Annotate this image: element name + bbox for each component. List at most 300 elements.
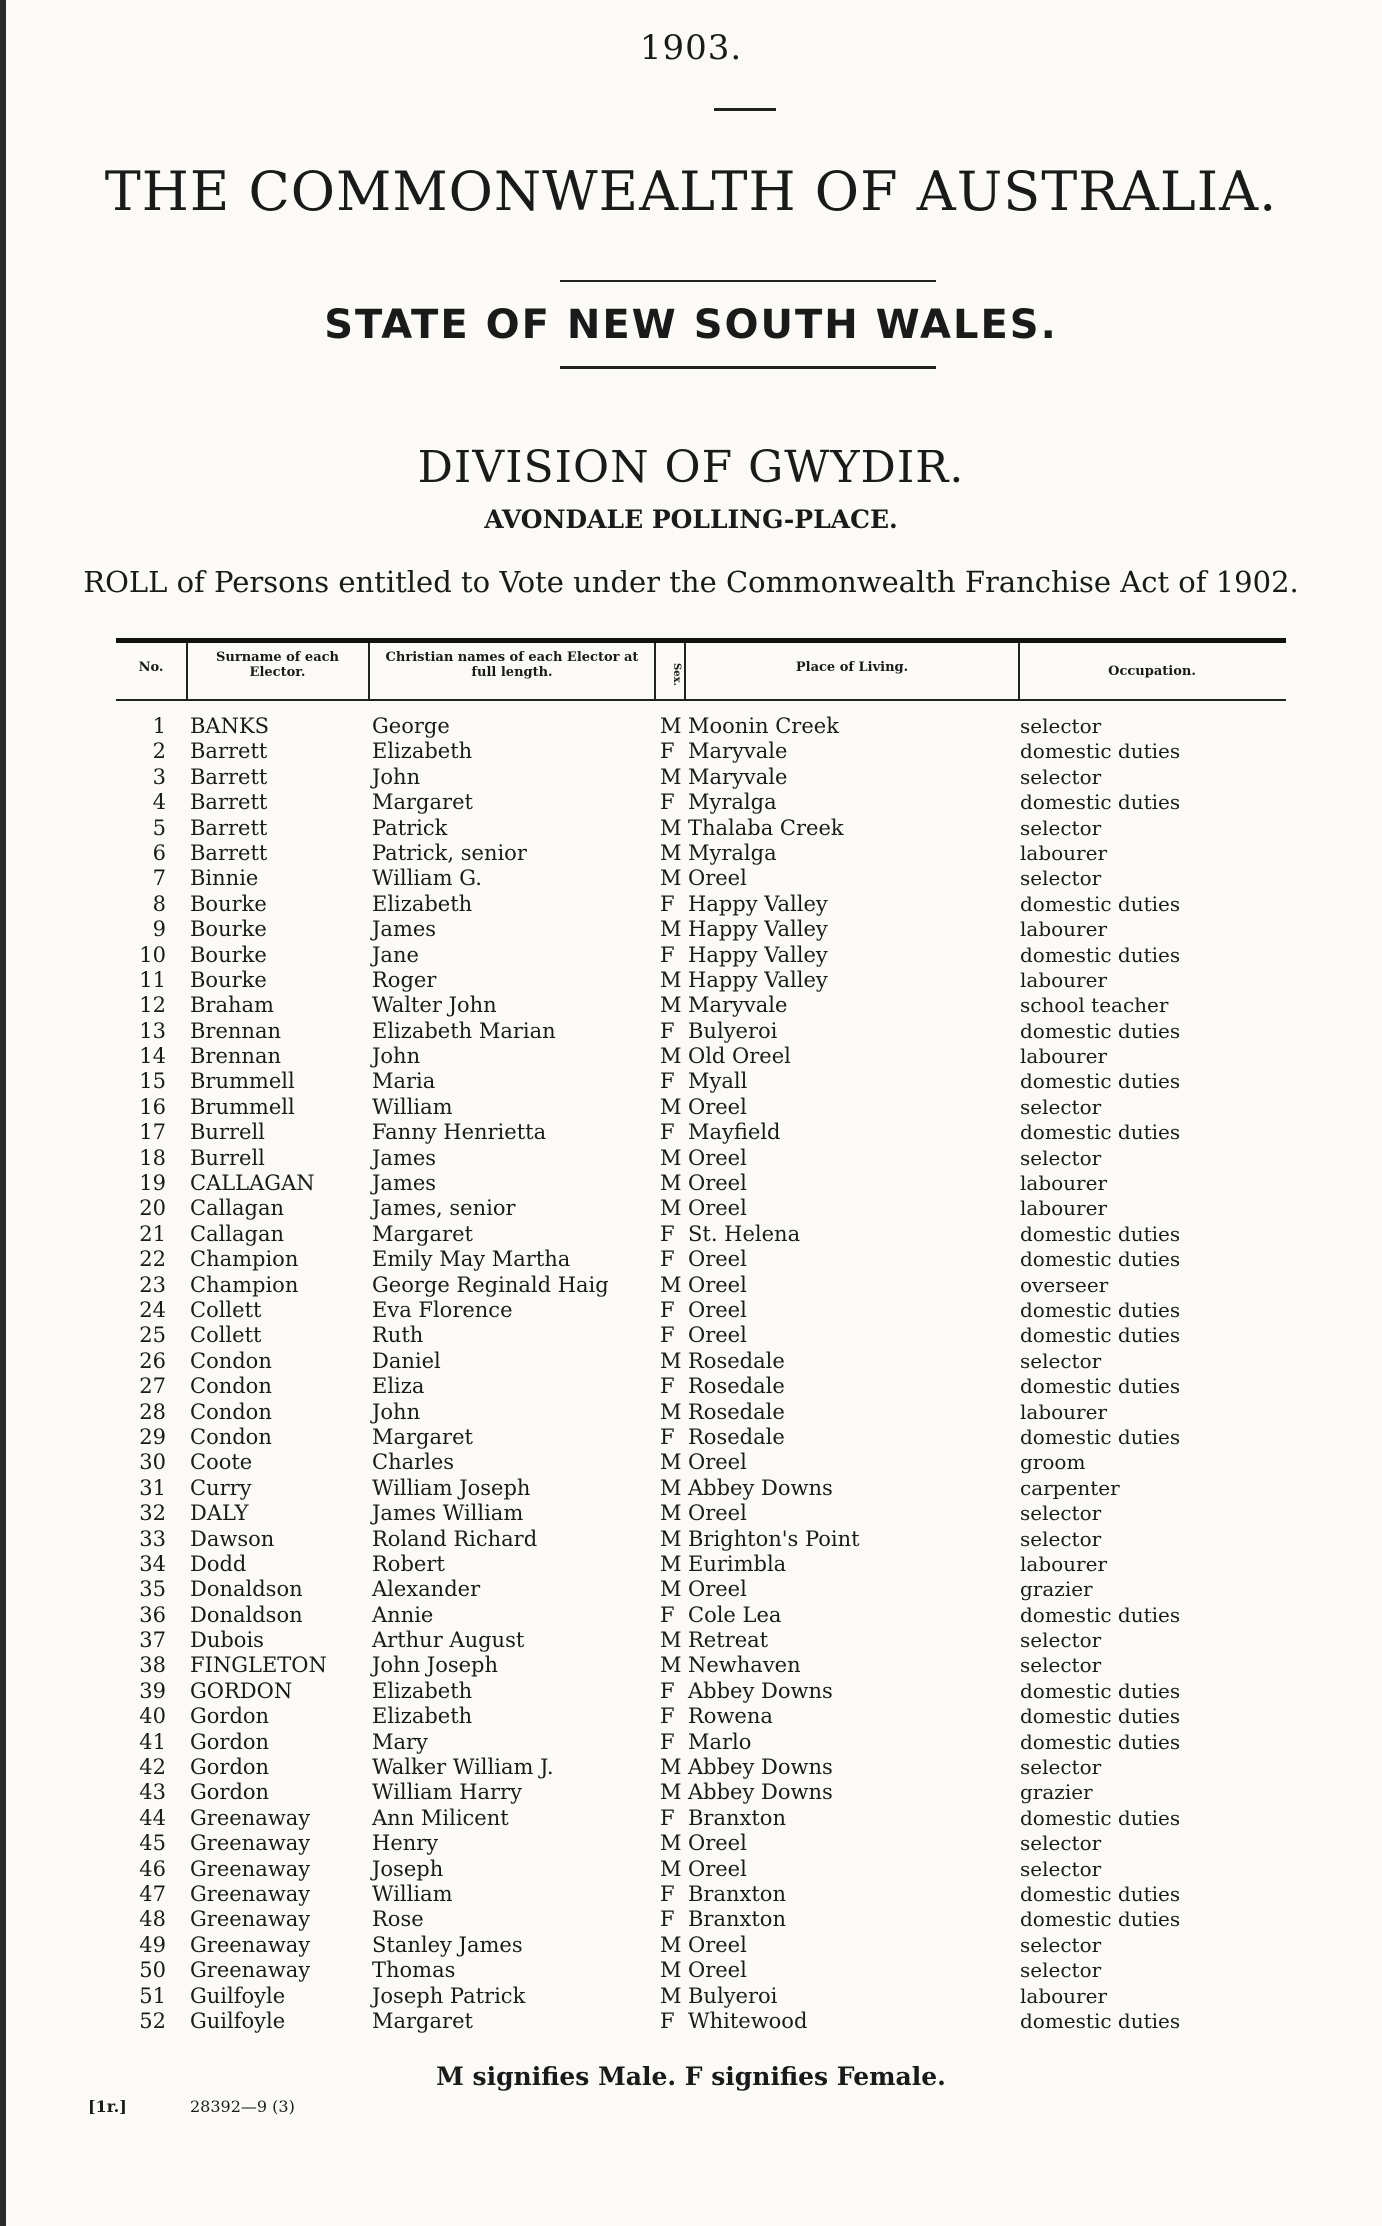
- row-occupation: labourer: [1020, 1983, 1108, 2008]
- row-number: 8: [152, 891, 166, 916]
- row-place-of-living: Maryvale: [688, 739, 788, 764]
- row-sex: M: [660, 1171, 682, 1196]
- row-place-of-living: Whitewood: [688, 2008, 808, 2033]
- row-number: 23: [139, 1272, 166, 1297]
- row-number: 9: [152, 917, 166, 942]
- row-number: 25: [139, 1323, 166, 1348]
- row-place-of-living: Marlo: [688, 1729, 752, 1754]
- row-surname: Coote: [190, 1450, 253, 1475]
- row-number: 16: [139, 1094, 166, 1119]
- row-number: 52: [139, 2008, 166, 2033]
- row-place-of-living: Happy Valley: [688, 891, 828, 916]
- row-place-of-living: Abbey Downs: [688, 1780, 833, 1805]
- table-row: [0, 1806, 1382, 1831]
- col-header-no: No.: [138, 660, 164, 675]
- row-occupation: domestic duties: [1020, 891, 1181, 916]
- row-occupation: domestic duties: [1020, 1729, 1181, 1754]
- row-place-of-living: Cole Lea: [688, 1602, 782, 1627]
- row-number: 38: [139, 1653, 166, 1678]
- col-header-sex: Sex.: [671, 663, 682, 687]
- table-row: [0, 739, 1382, 764]
- row-number: 48: [139, 1907, 166, 1932]
- row-christian-names: Margaret: [372, 1221, 473, 1246]
- division-heading: DIVISION OF GWYDIR.: [417, 442, 965, 493]
- table-row: [0, 2009, 1382, 2034]
- table-row: [0, 1679, 1382, 1704]
- row-christian-names: John Joseph: [372, 1653, 499, 1678]
- row-surname: Greenaway: [190, 1932, 311, 1957]
- row-occupation: selector: [1020, 1653, 1102, 1678]
- row-place-of-living: Retreat: [688, 1628, 769, 1653]
- row-place-of-living: Oreel: [688, 1247, 747, 1272]
- row-occupation: selector: [1020, 1501, 1102, 1526]
- row-number: 21: [139, 1221, 166, 1246]
- row-place-of-living: Branxton: [688, 1881, 786, 1906]
- row-occupation: domestic duties: [1020, 1704, 1181, 1729]
- row-number: 19: [139, 1171, 166, 1196]
- row-occupation: selector: [1020, 866, 1102, 891]
- row-occupation: labourer: [1020, 1171, 1108, 1196]
- row-surname: Burrell: [190, 1120, 265, 1145]
- row-number: 41: [139, 1729, 166, 1754]
- row-occupation: selector: [1020, 714, 1102, 738]
- row-sex: F: [660, 1221, 675, 1246]
- table-row: [0, 816, 1382, 841]
- row-sex: F: [660, 2008, 675, 2033]
- row-surname: Greenaway: [190, 1907, 311, 1932]
- year-rule: [714, 108, 776, 111]
- table-row: [0, 1019, 1382, 1044]
- row-place-of-living: Rosedale: [688, 1348, 785, 1373]
- row-surname: BANKS: [190, 714, 270, 738]
- row-surname: Bourke: [190, 891, 267, 916]
- row-surname: Bourke: [190, 942, 267, 967]
- row-place-of-living: Happy Valley: [688, 967, 828, 992]
- row-surname: Collett: [190, 1323, 262, 1348]
- row-occupation: domestic duties: [1020, 1120, 1181, 1145]
- row-christian-names: Elizabeth: [372, 739, 473, 764]
- row-number: 33: [139, 1526, 166, 1551]
- row-occupation: selector: [1020, 1628, 1102, 1653]
- row-sex: M: [660, 1475, 682, 1500]
- row-surname: Barrett: [190, 764, 268, 789]
- row-place-of-living: Rosedale: [688, 1399, 785, 1424]
- row-christian-names: Alexander: [372, 1577, 481, 1602]
- row-surname: CALLAGAN: [190, 1171, 315, 1196]
- table-row: [0, 790, 1382, 815]
- col-header-christian: Christian names of each Elector at full length.: [385, 650, 639, 680]
- row-occupation: selector: [1020, 1526, 1102, 1551]
- row-number: 17: [139, 1120, 166, 1145]
- row-occupation: labourer: [1020, 1551, 1108, 1576]
- row-occupation: labourer: [1020, 840, 1108, 865]
- row-christian-names: John: [372, 764, 421, 789]
- row-number: 49: [139, 1932, 166, 1957]
- row-number: 37: [139, 1628, 166, 1653]
- row-place-of-living: Oreel: [688, 1577, 747, 1602]
- table-row: [0, 1501, 1382, 1526]
- row-occupation: domestic duties: [1020, 942, 1181, 967]
- row-surname: FINGLETON: [190, 1653, 327, 1678]
- table-row: [0, 1349, 1382, 1374]
- row-christian-names: William G.: [372, 866, 482, 891]
- row-place-of-living: Maryvale: [688, 764, 788, 789]
- row-occupation: school teacher: [1020, 993, 1169, 1018]
- table-row: [0, 1298, 1382, 1323]
- row-surname: Donaldson: [190, 1577, 303, 1602]
- row-surname: Barrett: [190, 739, 268, 764]
- row-sex: F: [660, 1805, 675, 1830]
- row-occupation: selector: [1020, 815, 1102, 840]
- row-occupation: domestic duties: [1020, 1881, 1181, 1906]
- row-place-of-living: Myralga: [688, 790, 777, 815]
- row-number: 24: [139, 1297, 166, 1322]
- row-surname: Guilfoyle: [190, 2008, 286, 2033]
- row-occupation: selector: [1020, 1348, 1102, 1373]
- row-occupation: selector: [1020, 1755, 1102, 1780]
- row-christian-names: Joseph: [372, 1856, 444, 1881]
- print-mark: [1r.]: [88, 2097, 127, 2116]
- row-sex: M: [660, 1958, 682, 1983]
- row-sex: M: [660, 917, 682, 942]
- row-place-of-living: Oreel: [688, 1958, 747, 1983]
- row-occupation: grazier: [1020, 1577, 1093, 1602]
- row-christian-names: Ann Milicent: [372, 1805, 509, 1830]
- row-sex: M: [660, 1044, 682, 1069]
- table-row: [0, 1527, 1382, 1552]
- col-header-occupation: Occupation.: [1108, 664, 1196, 679]
- row-number: 43: [139, 1780, 166, 1805]
- row-number: 30: [139, 1450, 166, 1475]
- column-separator: [368, 643, 370, 699]
- row-sex: F: [660, 739, 675, 764]
- row-number: 36: [139, 1602, 166, 1627]
- row-place-of-living: Oreel: [688, 1932, 747, 1957]
- row-surname: Brennan: [190, 1044, 281, 1069]
- row-sex: M: [660, 1577, 682, 1602]
- row-sex: F: [660, 1602, 675, 1627]
- table-row: [0, 1247, 1382, 1272]
- row-occupation: labourer: [1020, 1399, 1108, 1424]
- row-sex: F: [660, 1323, 675, 1348]
- row-number: 3: [152, 764, 166, 789]
- row-sex: F: [660, 1907, 675, 1932]
- row-number: 27: [139, 1374, 166, 1399]
- row-christian-names: Elizabeth: [372, 1678, 473, 1703]
- row-place-of-living: Abbey Downs: [688, 1678, 833, 1703]
- row-occupation: domestic duties: [1020, 2008, 1181, 2033]
- col-header-surname: Surname of each Elector.: [216, 650, 339, 680]
- row-sex: M: [660, 1983, 682, 2008]
- row-christian-names: Charles: [372, 1450, 455, 1475]
- row-christian-names: Walker William J.: [372, 1755, 554, 1780]
- row-occupation: selector: [1020, 1856, 1102, 1881]
- table-row: [0, 1196, 1382, 1221]
- row-occupation: labourer: [1020, 967, 1108, 992]
- row-place-of-living: Myralga: [688, 840, 777, 865]
- table-row: [0, 866, 1382, 891]
- state-heading: STATE OF NEW SOUTH WALES.: [324, 302, 1058, 348]
- column-separator: [186, 643, 188, 699]
- row-place-of-living: Abbey Downs: [688, 1475, 833, 1500]
- table-row: [0, 1323, 1382, 1348]
- table-row: [0, 917, 1382, 942]
- row-place-of-living: Mayfield: [688, 1120, 781, 1145]
- table-row: [0, 1603, 1382, 1628]
- row-sex: M: [660, 1755, 682, 1780]
- row-christian-names: Mary: [372, 1729, 428, 1754]
- table-row: [0, 892, 1382, 917]
- row-sex: M: [660, 764, 682, 789]
- row-christian-names: Daniel: [372, 1348, 441, 1373]
- row-number: 42: [139, 1755, 166, 1780]
- row-place-of-living: Eurimbla: [688, 1551, 787, 1576]
- table-row: [0, 1780, 1382, 1805]
- table-row: [0, 1628, 1382, 1653]
- row-number: 45: [139, 1831, 166, 1856]
- row-surname: Braham: [190, 993, 274, 1018]
- row-sex: F: [660, 1374, 675, 1399]
- row-surname: Dodd: [190, 1551, 247, 1576]
- row-occupation: domestic duties: [1020, 1805, 1181, 1830]
- row-occupation: domestic duties: [1020, 1374, 1181, 1399]
- table-row: [0, 1146, 1382, 1171]
- row-surname: Greenaway: [190, 1958, 311, 1983]
- row-christian-names: Elizabeth: [372, 1704, 473, 1729]
- row-christian-names: Emily May Martha: [372, 1247, 571, 1272]
- row-occupation: domestic duties: [1020, 1424, 1181, 1449]
- row-place-of-living: Thalaba Creek: [688, 815, 844, 840]
- row-number: 26: [139, 1348, 166, 1373]
- row-christian-names: Stanley James: [372, 1932, 523, 1957]
- row-surname: Dubois: [190, 1628, 264, 1653]
- row-place-of-living: Oreel: [688, 1323, 747, 1348]
- row-sex: M: [660, 1450, 682, 1475]
- row-number: 14: [139, 1044, 166, 1069]
- row-sex: M: [660, 1831, 682, 1856]
- row-christian-names: Joseph Patrick: [372, 1983, 526, 2008]
- row-number: 40: [139, 1704, 166, 1729]
- table-row: [0, 1400, 1382, 1425]
- row-sex: M: [660, 1501, 682, 1526]
- row-occupation: domestic duties: [1020, 739, 1181, 764]
- table-row: [0, 1755, 1382, 1780]
- table-row: [0, 1857, 1382, 1882]
- row-number: 5: [152, 815, 166, 840]
- row-occupation: selector: [1020, 1094, 1102, 1119]
- table-top-rule: [116, 638, 1286, 643]
- row-place-of-living: Rowena: [688, 1704, 773, 1729]
- row-sex: M: [660, 1932, 682, 1957]
- row-surname: Greenaway: [190, 1881, 311, 1906]
- table-row: [0, 1476, 1382, 1501]
- row-christian-names: Jane: [372, 942, 419, 967]
- row-occupation: domestic duties: [1020, 1221, 1181, 1246]
- row-sex: M: [660, 1399, 682, 1424]
- row-christian-names: Robert: [372, 1551, 445, 1576]
- row-occupation: grazier: [1020, 1780, 1093, 1805]
- row-occupation: selector: [1020, 1145, 1102, 1170]
- row-number: 13: [139, 1018, 166, 1043]
- row-christian-names: Eva Florence: [372, 1297, 513, 1322]
- row-occupation: domestic duties: [1020, 1907, 1181, 1932]
- row-number: 31: [139, 1475, 166, 1500]
- row-sex: M: [660, 1628, 682, 1653]
- table-row: [0, 993, 1382, 1018]
- table-row: [0, 1882, 1382, 1907]
- row-sex: M: [660, 1094, 682, 1119]
- row-place-of-living: Oreel: [688, 1831, 747, 1856]
- col-header-place: Place of Living.: [795, 660, 909, 675]
- row-place-of-living: Oreel: [688, 1196, 747, 1221]
- sex-legend: M signifies Male. F signifies Female.: [436, 2062, 946, 2091]
- row-surname: Condon: [190, 1399, 272, 1424]
- row-christian-names: James William: [372, 1501, 524, 1526]
- row-place-of-living: Bulyeroi: [688, 1018, 778, 1043]
- row-surname: Condon: [190, 1424, 272, 1449]
- row-christian-names: Fanny Henrietta: [372, 1120, 547, 1145]
- row-surname: Gordon: [190, 1755, 270, 1780]
- row-surname: Brennan: [190, 1018, 281, 1043]
- row-occupation: domestic duties: [1020, 1069, 1181, 1094]
- row-occupation: selector: [1020, 1958, 1102, 1983]
- row-surname: Greenaway: [190, 1805, 311, 1830]
- row-christian-names: Annie: [372, 1602, 434, 1627]
- row-surname: Guilfoyle: [190, 1983, 286, 2008]
- row-number: 7: [152, 866, 166, 891]
- row-christian-names: William: [372, 1881, 453, 1906]
- row-place-of-living: Oreel: [688, 1450, 747, 1475]
- row-surname: Donaldson: [190, 1602, 303, 1627]
- row-place-of-living: Brighton's Point: [688, 1526, 860, 1551]
- table-row: [0, 1958, 1382, 1983]
- row-surname: Greenaway: [190, 1856, 311, 1881]
- row-place-of-living: Rosedale: [688, 1374, 785, 1399]
- row-occupation: carpenter: [1020, 1475, 1120, 1500]
- row-sex: M: [660, 1526, 682, 1551]
- row-occupation: overseer: [1020, 1272, 1109, 1297]
- table-row: [0, 1450, 1382, 1475]
- row-number: 50: [139, 1958, 166, 1983]
- row-christian-names: Rose: [372, 1907, 424, 1932]
- row-place-of-living: Oreel: [688, 1856, 747, 1881]
- row-surname: Gordon: [190, 1780, 270, 1805]
- row-surname: Gordon: [190, 1729, 270, 1754]
- row-christian-names: John: [372, 1399, 421, 1424]
- row-christian-names: Thomas: [372, 1958, 456, 1983]
- row-sex: F: [660, 1120, 675, 1145]
- electoral-roll-list: [0, 714, 1382, 2034]
- row-number: 18: [139, 1145, 166, 1170]
- row-surname: Curry: [190, 1475, 252, 1500]
- row-christian-names: James: [372, 1145, 437, 1170]
- row-number: 6: [152, 840, 166, 865]
- row-christian-names: William Harry: [372, 1780, 522, 1805]
- row-surname: Brummell: [190, 1094, 295, 1119]
- row-surname: Condon: [190, 1348, 272, 1373]
- row-number: 51: [139, 1983, 166, 2008]
- row-place-of-living: Branxton: [688, 1805, 786, 1830]
- row-sex: M: [660, 1348, 682, 1373]
- row-sex: F: [660, 1678, 675, 1703]
- row-christian-names: William: [372, 1094, 453, 1119]
- row-number: 1: [152, 714, 166, 738]
- row-surname: DALY: [190, 1501, 249, 1526]
- row-christian-names: Roland Richard: [372, 1526, 538, 1551]
- row-surname: Champion: [190, 1247, 299, 1272]
- row-occupation: domestic duties: [1020, 1602, 1181, 1627]
- row-occupation: selector: [1020, 1831, 1102, 1856]
- table-row: [0, 1425, 1382, 1450]
- column-separator: [1018, 643, 1020, 699]
- roll-title: ROLL of Persons entitled to Vote under the Commonwealth Franchise Act of 1902.: [83, 565, 1299, 599]
- row-occupation: selector: [1020, 1932, 1102, 1957]
- table-header-rule: [116, 699, 1286, 701]
- row-sex: F: [660, 1704, 675, 1729]
- row-sex: M: [660, 1653, 682, 1678]
- row-sex: F: [660, 1247, 675, 1272]
- row-number: 10: [139, 942, 166, 967]
- row-christian-names: Henry: [372, 1831, 439, 1856]
- row-christian-names: Elizabeth Marian: [372, 1018, 556, 1043]
- row-number: 35: [139, 1577, 166, 1602]
- row-surname: Brummell: [190, 1069, 295, 1094]
- row-place-of-living: Newhaven: [688, 1653, 801, 1678]
- row-number: 29: [139, 1424, 166, 1449]
- row-sex: M: [660, 993, 682, 1018]
- row-sex: M: [660, 967, 682, 992]
- row-occupation: domestic duties: [1020, 1678, 1181, 1703]
- row-surname: Burrell: [190, 1145, 265, 1170]
- table-row: [0, 1273, 1382, 1298]
- row-christian-names: Arthur August: [372, 1628, 525, 1653]
- table-row: [0, 1704, 1382, 1729]
- row-number: 12: [139, 993, 166, 1018]
- row-surname: Barrett: [190, 815, 268, 840]
- row-place-of-living: Oreel: [688, 1094, 747, 1119]
- row-sex: F: [660, 1881, 675, 1906]
- row-occupation: domestic duties: [1020, 790, 1181, 815]
- row-christian-names: Margaret: [372, 790, 473, 815]
- row-occupation: domestic duties: [1020, 1018, 1181, 1043]
- row-surname: Gordon: [190, 1704, 270, 1729]
- page-title: THE COMMONWEALTH OF AUSTRALIA.: [104, 160, 1278, 223]
- row-place-of-living: Maryvale: [688, 993, 788, 1018]
- table-row: [0, 714, 1382, 739]
- table-row: [0, 943, 1382, 968]
- row-sex: M: [660, 866, 682, 891]
- row-surname: Bourke: [190, 967, 267, 992]
- table-row: [0, 1907, 1382, 1932]
- row-occupation: labourer: [1020, 917, 1108, 942]
- row-sex: F: [660, 891, 675, 916]
- row-place-of-living: Rosedale: [688, 1424, 785, 1449]
- row-sex: M: [660, 1145, 682, 1170]
- row-sex: F: [660, 1297, 675, 1322]
- row-number: 34: [139, 1551, 166, 1576]
- row-surname: Binnie: [190, 866, 259, 891]
- row-place-of-living: Moonin Creek: [688, 714, 839, 738]
- polling-place-heading: AVONDALE POLLING-PLACE.: [484, 505, 898, 534]
- state-rule-top: [560, 280, 936, 282]
- table-row: [0, 1095, 1382, 1120]
- row-christian-names: James: [372, 1171, 437, 1196]
- row-place-of-living: Happy Valley: [688, 942, 828, 967]
- table-row: [0, 1984, 1382, 2009]
- row-surname: Callagan: [190, 1221, 285, 1246]
- row-sex: M: [660, 1272, 682, 1297]
- row-surname: Barrett: [190, 840, 268, 865]
